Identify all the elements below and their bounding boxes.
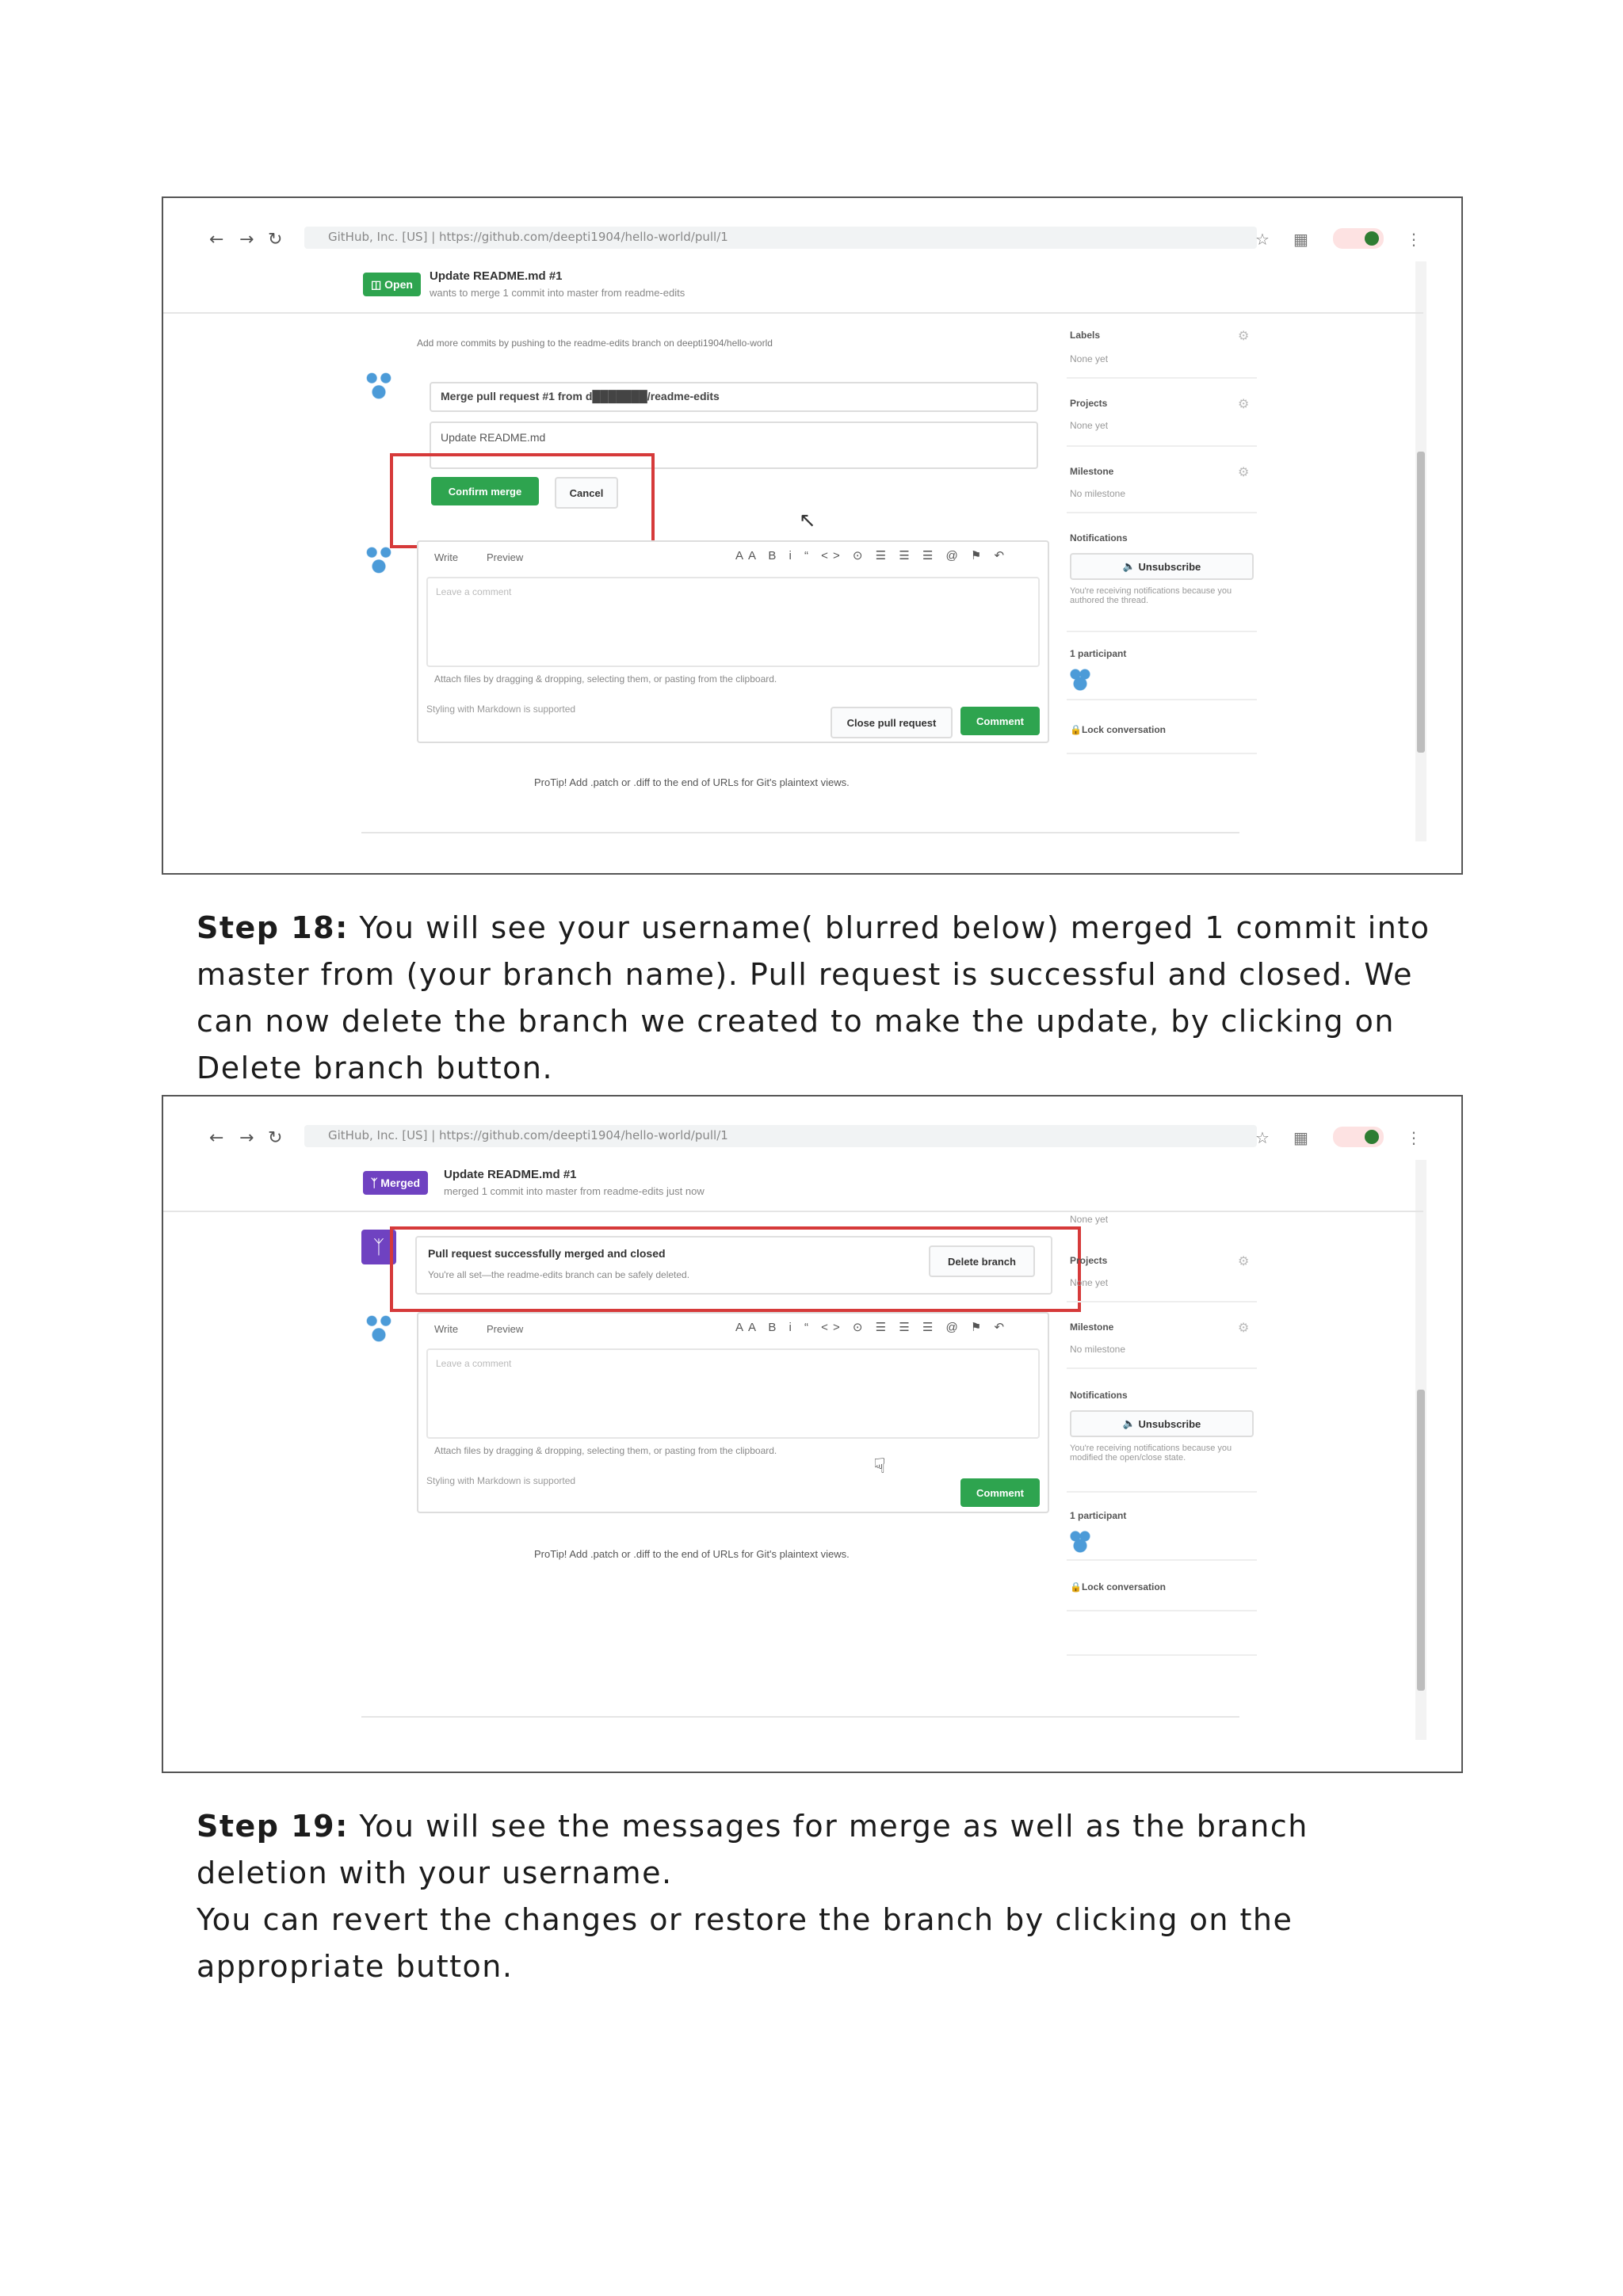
pr-subtitle: wants to merge 1 commit into master from readme-edits bbox=[430, 287, 685, 299]
gear-icon[interactable]: ⚙ bbox=[1238, 464, 1250, 479]
divider bbox=[1067, 377, 1257, 379]
scrollbar-thumb[interactable] bbox=[1417, 452, 1425, 753]
confirm-merge-button[interactable]: Confirm merge bbox=[431, 477, 539, 505]
gear-icon[interactable]: ⚙ bbox=[1238, 1253, 1250, 1268]
unsubscribe-label: Unsubscribe bbox=[1138, 1417, 1201, 1430]
lock-label: Lock conversation bbox=[1081, 1581, 1166, 1592]
merged-title: Pull request successfully merged and closed bbox=[428, 1247, 666, 1260]
tab-preview[interactable]: Preview bbox=[487, 1323, 524, 1335]
extension-icon[interactable]: ▦ bbox=[1293, 1128, 1308, 1147]
forward-icon[interactable]: → bbox=[239, 1128, 254, 1148]
back-icon[interactable]: ← bbox=[209, 230, 224, 250]
screenshot-confirm-merge bbox=[162, 196, 1463, 875]
merge-body-text: Update README.md bbox=[441, 431, 546, 444]
divider bbox=[1067, 699, 1257, 700]
profile-button[interactable] bbox=[1333, 228, 1384, 249]
user-avatar-icon bbox=[361, 368, 396, 402]
divider bbox=[1067, 753, 1257, 754]
browser-bar bbox=[163, 1097, 1461, 1148]
merge-title-text: Merge pull request #1 from d███████/readme-edits bbox=[441, 390, 720, 402]
markdown-toolbar[interactable]: AA B i “ <> ⊙ ☰ ☰ ☰ @ ⚑ ↶ bbox=[735, 1321, 1010, 1334]
star-icon[interactable]: ☆ bbox=[1255, 1128, 1270, 1147]
labels-heading: Labels bbox=[1070, 330, 1101, 341]
extension-icon[interactable]: ▦ bbox=[1293, 230, 1308, 249]
gear-icon[interactable]: ⚙ bbox=[1238, 1320, 1250, 1335]
merge-title-input[interactable] bbox=[430, 382, 1038, 412]
comment-button[interactable]: Comment bbox=[960, 1478, 1040, 1507]
comment-button[interactable]: Comment bbox=[960, 707, 1040, 735]
star-icon[interactable]: ☆ bbox=[1255, 230, 1270, 249]
pr-title: Update README.md #1 bbox=[430, 269, 563, 283]
info-line: Add more commits by pushing to the readme-edits branch on deepti1904/hello-world bbox=[417, 338, 773, 349]
labels-value: None yet bbox=[1070, 353, 1109, 364]
address-bar[interactable] bbox=[304, 1125, 1257, 1147]
user-avatar-icon bbox=[361, 542, 396, 577]
forward-icon[interactable]: → bbox=[239, 230, 254, 250]
divider bbox=[1067, 1367, 1257, 1369]
participant-avatar-icon[interactable] bbox=[1068, 667, 1092, 691]
delete-branch-button[interactable]: Delete branch bbox=[929, 1245, 1035, 1277]
url-text: GitHub, Inc. [US] | https://github.com/deepti1904/hello-world/pull/1 bbox=[328, 230, 728, 244]
lock-conversation[interactable] bbox=[1070, 724, 1166, 735]
tab-write[interactable]: Write bbox=[434, 551, 459, 563]
menu-icon[interactable]: ⋮ bbox=[1406, 230, 1422, 249]
merged-note: You're all set—the readme-edits branch can be safely deleted. bbox=[428, 1269, 690, 1280]
lock-conversation[interactable] bbox=[1070, 1581, 1166, 1592]
protip: ProTip! Add .patch or .diff to the end of URLs for Git's plaintext views. bbox=[534, 776, 850, 788]
notifications-note: You're receiving notifications because you authored the thread. bbox=[1070, 586, 1232, 605]
tab-preview[interactable]: Preview bbox=[487, 551, 524, 563]
merge-icon: ᛉ bbox=[371, 1177, 381, 1189]
comment-placeholder: Leave a comment bbox=[436, 586, 512, 597]
hand-cursor-icon: ☟ bbox=[873, 1455, 886, 1478]
comment-box bbox=[417, 540, 1049, 743]
notifications-note: You're receiving notifications because you modified the open/close state. bbox=[1070, 1444, 1232, 1463]
markdown-hint: Styling with Markdown is supported bbox=[426, 704, 576, 715]
divider bbox=[1067, 1491, 1257, 1493]
lock-icon: 🔒 bbox=[1070, 724, 1082, 735]
projects-value: None yet bbox=[1070, 1277, 1109, 1288]
close-pull-request-button[interactable]: Close pull request bbox=[831, 707, 953, 738]
unsubscribe-label: Unsubscribe bbox=[1138, 560, 1201, 573]
divider bbox=[1067, 1610, 1257, 1611]
divider bbox=[361, 832, 1239, 833]
step-19-text-2: You can revert the changes or restore the branch by clicking on the appropriate button. bbox=[197, 1902, 1293, 1984]
divider bbox=[1067, 445, 1257, 447]
attach-hint: Attach files by dragging & dropping, selecting them, or pasting from the clipboard. bbox=[434, 1445, 777, 1456]
divider bbox=[361, 1716, 1239, 1718]
divider bbox=[163, 312, 1423, 314]
divider bbox=[1067, 631, 1257, 632]
projects-value: None yet bbox=[1070, 420, 1109, 431]
unsubscribe-button[interactable] bbox=[1070, 553, 1254, 580]
participants-heading: 1 participant bbox=[1070, 1510, 1127, 1521]
step-19-text: You will see the messages for merge as well as the branch deletion with your username. bbox=[197, 1809, 1308, 1890]
comment-textarea[interactable] bbox=[426, 577, 1040, 667]
step-18-text: You will see your username( blurred below) merged 1 commit into master from (your branch name). Pull request is successful and closed. We can now delete the branch we created to make the update, by clicking on Delete branch button. bbox=[197, 910, 1430, 1085]
merged-icon: ᛉ bbox=[361, 1230, 396, 1264]
gear-icon[interactable]: ⚙ bbox=[1238, 328, 1250, 343]
notifications-heading: Notifications bbox=[1070, 1390, 1128, 1401]
protip: ProTip! Add .patch or .diff to the end of URLs for Git's plaintext views. bbox=[534, 1548, 850, 1560]
projects-heading: Projects bbox=[1070, 398, 1108, 409]
pr-title: Update README.md #1 bbox=[444, 1168, 577, 1181]
milestone-value: No milestone bbox=[1070, 1344, 1126, 1355]
attach-hint: Attach files by dragging & dropping, selecting them, or pasting from the clipboard. bbox=[434, 673, 777, 685]
step-19-label: Step 19: bbox=[197, 1809, 349, 1844]
profile-button[interactable] bbox=[1333, 1127, 1384, 1147]
divider bbox=[1067, 1654, 1257, 1656]
projects-heading: Projects bbox=[1070, 1255, 1108, 1266]
none-yet-value: None yet bbox=[1070, 1214, 1109, 1225]
comment-box bbox=[417, 1312, 1049, 1513]
status-badge-label: Open bbox=[384, 278, 413, 291]
cancel-button[interactable]: Cancel bbox=[555, 477, 618, 509]
markdown-toolbar[interactable]: AA B i “ <> ⊙ ☰ ☰ ☰ @ ⚑ ↶ bbox=[735, 549, 1010, 563]
reload-icon[interactable]: ↻ bbox=[268, 230, 283, 250]
pr-subtitle: merged 1 commit into master from readme-edits just now bbox=[444, 1185, 705, 1197]
step-19-paragraph bbox=[197, 1803, 1433, 1990]
participant-avatar-icon[interactable] bbox=[1068, 1529, 1092, 1553]
scrollbar-thumb[interactable] bbox=[1417, 1390, 1425, 1691]
pr-open-icon: ◫ bbox=[371, 277, 385, 291]
divider bbox=[163, 1211, 1423, 1212]
mute-icon: 🔈 bbox=[1122, 1417, 1139, 1429]
screenshot-delete-branch bbox=[162, 1095, 1463, 1773]
milestone-heading: Milestone bbox=[1070, 1322, 1114, 1333]
milestone-heading: Milestone bbox=[1070, 466, 1114, 477]
divider bbox=[1067, 1301, 1257, 1302]
status-badge bbox=[363, 273, 421, 296]
back-icon[interactable]: ← bbox=[209, 1128, 224, 1148]
participants-heading: 1 participant bbox=[1070, 648, 1127, 659]
mute-icon: 🔈 bbox=[1122, 560, 1139, 572]
url-text: GitHub, Inc. [US] | https://github.com/deepti1904/hello-world/pull/1 bbox=[328, 1128, 728, 1142]
scrollbar[interactable] bbox=[1415, 1160, 1426, 1740]
comment-textarea[interactable] bbox=[426, 1348, 1040, 1439]
browser-bar bbox=[163, 198, 1461, 250]
tab-write[interactable]: Write bbox=[434, 1323, 459, 1335]
gear-icon[interactable]: ⚙ bbox=[1238, 396, 1250, 411]
avatar-icon bbox=[1365, 231, 1379, 246]
scrollbar[interactable] bbox=[1415, 261, 1426, 841]
milestone-value: No milestone bbox=[1070, 488, 1126, 499]
lock-label: Lock conversation bbox=[1081, 724, 1166, 735]
reload-icon[interactable]: ↻ bbox=[268, 1128, 283, 1148]
avatar-icon bbox=[1365, 1130, 1379, 1144]
menu-icon[interactable]: ⋮ bbox=[1406, 1128, 1422, 1147]
user-avatar-icon bbox=[361, 1310, 396, 1345]
address-bar[interactable] bbox=[304, 227, 1257, 249]
notifications-heading: Notifications bbox=[1070, 532, 1128, 543]
divider bbox=[1067, 512, 1257, 513]
markdown-hint: Styling with Markdown is supported bbox=[426, 1475, 576, 1486]
unsubscribe-button[interactable] bbox=[1070, 1410, 1254, 1437]
step-18-label: Step 18: bbox=[197, 910, 349, 945]
status-badge bbox=[363, 1171, 428, 1195]
status-badge-label: Merged bbox=[380, 1177, 421, 1189]
mouse-cursor-icon: ↖ bbox=[799, 509, 816, 532]
step-18-paragraph bbox=[197, 905, 1433, 1092]
lock-icon: 🔒 bbox=[1070, 1581, 1082, 1592]
comment-placeholder: Leave a comment bbox=[436, 1358, 512, 1369]
divider bbox=[1067, 1559, 1257, 1561]
